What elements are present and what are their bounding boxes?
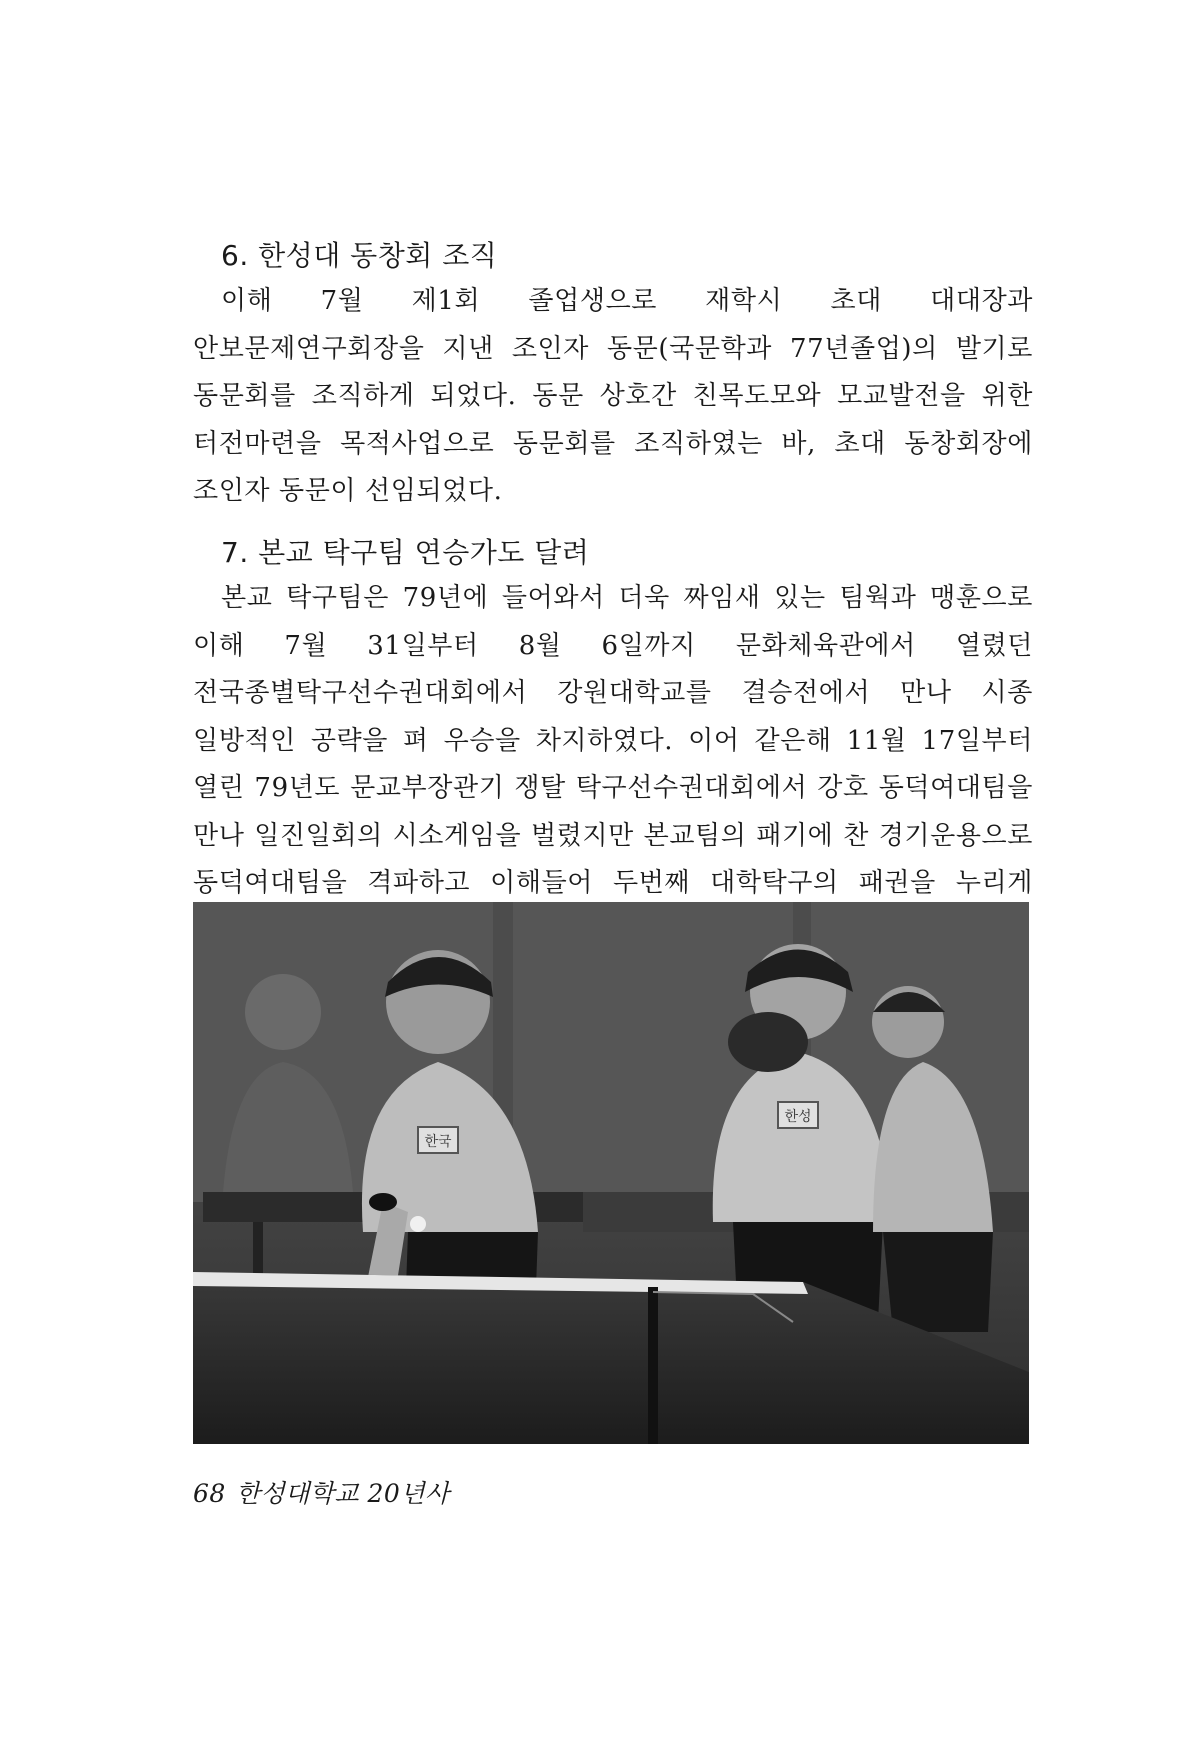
player-name-tag-left: 한국: [424, 1134, 452, 1150]
section-alumni-association: [193, 234, 1033, 516]
player-name-tag-right: 한성: [784, 1109, 812, 1125]
section-body: 본교 탁구팀은 79년에 들어와서 더욱 짜임새 있는 팀웍과 맹훈으로 이해 7월 31일부터 8월 6일까지 문화체육관에서 열렸던 전국종별탁구선수권대회에서 강원대학교를 결승전에서 만나 시종 일방적인 공략을 펴 우승을 차지하였다. 이어 같은해 11월 17일부터 열린 79년도 문교부장관기 쟁탈 탁구선수권대회에서 강호 동덕여대팀을 만나 일진일회의 시소게임을 벌렸지만 본교팀의 패기에 찬 경기운용으로 동덕여대팀을 격파하고 이해들어 두번째 대학탁구의 패권을 누리게: [193, 583, 1033, 898]
table-tennis-photo: [193, 902, 1029, 1444]
section-table-tennis-team: [193, 531, 1033, 955]
section-heading: 6. 한성대 동창회 조직: [221, 239, 498, 272]
section-body: 이해 7월 제1회 졸업생으로 재학시 초대 대대장과 안보문제연구회장을 지낸 조인자 동문(국문학과 77년졸업)의 발기로 동문회를 조직하게 되었다. 동문 상호간 친목도모와 모교발전을 위한 터전마련을 목적사업으로 동문회를 조직하였는 바, 초대 동창회장에 조인자 동문이 선임되었다.: [193, 286, 1033, 506]
page-footer: [193, 1474, 450, 1510]
page-number: 68: [193, 1479, 226, 1508]
section-heading: 7. 본교 탁구팀 연승가도 달려: [221, 536, 590, 569]
book-title: 한성대학교 20년사: [235, 1479, 450, 1508]
